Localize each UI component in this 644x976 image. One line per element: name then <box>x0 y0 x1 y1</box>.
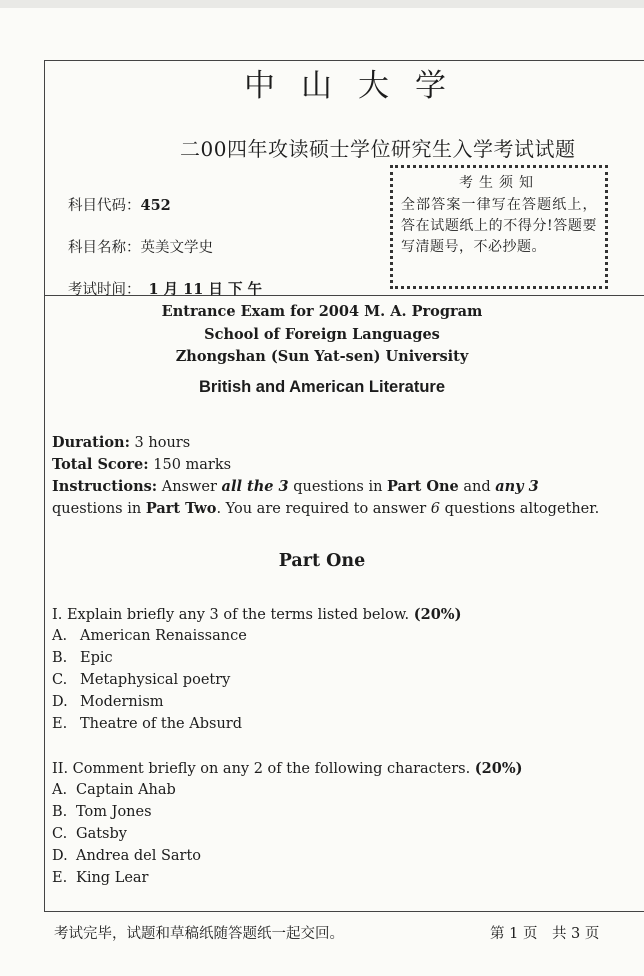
question-2 <box>52 760 522 777</box>
instr-text-5: . You are required to answer <box>216 501 427 517</box>
instr-text-1: Answer <box>161 479 217 495</box>
q1-option-a <box>52 628 247 644</box>
exam-time-label: 考试时间： <box>68 282 141 298</box>
instr-text-3: and <box>463 479 491 495</box>
instructions-label: Instructions: <box>52 478 158 495</box>
q2-option-e <box>52 870 149 886</box>
footer-note: 考试完毕，试题和草稿纸随答题纸一起交回。 <box>54 926 344 942</box>
option-letter: A. <box>52 628 68 644</box>
question-1 <box>52 606 461 623</box>
q1-option-c <box>52 672 230 688</box>
q2-option-a <box>52 782 176 798</box>
option-text: Andrea del Sarto <box>76 848 202 864</box>
option-text: King Lear <box>76 870 149 886</box>
option-text: Epic <box>80 650 113 666</box>
exam-time <box>68 278 262 299</box>
duration <box>52 432 612 454</box>
subject-code-label: 科目代码： <box>68 198 141 214</box>
option-text: Modernism <box>80 694 164 710</box>
scan-edge <box>0 0 644 8</box>
total-score <box>52 454 612 476</box>
option-text: Metaphysical poetry <box>80 672 231 688</box>
instr-part-one: Part One <box>387 478 459 495</box>
option-text: American Renaissance <box>80 628 247 644</box>
course-title: British and American Literature <box>198 378 446 396</box>
q1-option-b <box>52 650 113 666</box>
subject-name-value: 英美文学史 <box>140 240 213 256</box>
instructions <box>52 476 612 520</box>
q2-option-c <box>52 826 127 842</box>
subject-name-label: 科目名称： <box>68 240 141 256</box>
option-letter: D. <box>52 848 68 864</box>
q2-option-d <box>52 848 201 864</box>
option-letter: E. <box>52 716 68 732</box>
duration-label: Duration: <box>52 434 130 451</box>
option-letter: E. <box>52 870 68 886</box>
question-1-weight: (20%) <box>413 606 462 623</box>
duration-value: 3 hours <box>134 435 191 451</box>
q2-option-b <box>52 804 152 820</box>
option-letter: C. <box>52 672 68 688</box>
notice-body: 全部答案一律写在答题纸上，答在试题纸上的不得分!答题要写清题号，不必抄题。 <box>401 197 597 255</box>
english-header-line3: Zhongshan (Sun Yat-sen) University <box>175 348 469 365</box>
page-number: 第 1 页 共 3 页 <box>490 926 600 942</box>
q1-option-d <box>52 694 164 710</box>
university-name: 中山大学 <box>244 68 472 104</box>
q1-option-e <box>52 716 242 732</box>
option-letter: B. <box>52 650 68 666</box>
option-letter: D. <box>52 694 68 710</box>
score-label: Total Score: <box>52 456 149 473</box>
score-value: 150 marks <box>153 457 232 473</box>
subject-name <box>68 236 213 257</box>
option-text: Theatre of the Absurd <box>80 716 242 732</box>
instr-emph-3: 6 <box>430 501 440 517</box>
option-letter: C. <box>52 826 68 842</box>
option-text: Captain Ahab <box>76 782 176 798</box>
option-letter: A. <box>52 782 68 798</box>
candidate-notice-box <box>390 165 608 289</box>
exam-title: 二00四年攻读硕士学位研究生入学考试试题 <box>180 137 576 161</box>
option-text: Gatsby <box>76 826 127 842</box>
option-letter: B. <box>52 804 68 820</box>
question-2-weight: (20%) <box>474 760 523 777</box>
instr-emph-2: any 3 <box>495 478 539 495</box>
notice-title: 考生须知 <box>459 175 539 191</box>
subject-code-value: 452 <box>140 197 171 214</box>
english-header-line2: School of Foreign Languages <box>204 326 440 343</box>
instr-text-6: questions altogether. <box>444 501 600 517</box>
subject-code <box>68 194 171 215</box>
question-1-prompt: I. Explain briefly any 3 of the terms listed below. <box>52 607 410 623</box>
question-2-prompt: II. Comment briefly on any 2 of the following characters. <box>52 761 471 777</box>
instr-text-4: questions in <box>52 501 142 517</box>
english-header-line1: Entrance Exam for 2004 M. A. Program <box>161 303 483 320</box>
instr-emph-1: all the 3 <box>221 478 289 495</box>
option-text: Tom Jones <box>76 804 152 820</box>
instr-part-two: Part Two <box>145 500 217 517</box>
part-one-title: Part One <box>278 551 366 571</box>
exam-time-value: 1 月 11 日 下 午 <box>148 281 263 298</box>
instr-text-2: questions in <box>293 479 383 495</box>
